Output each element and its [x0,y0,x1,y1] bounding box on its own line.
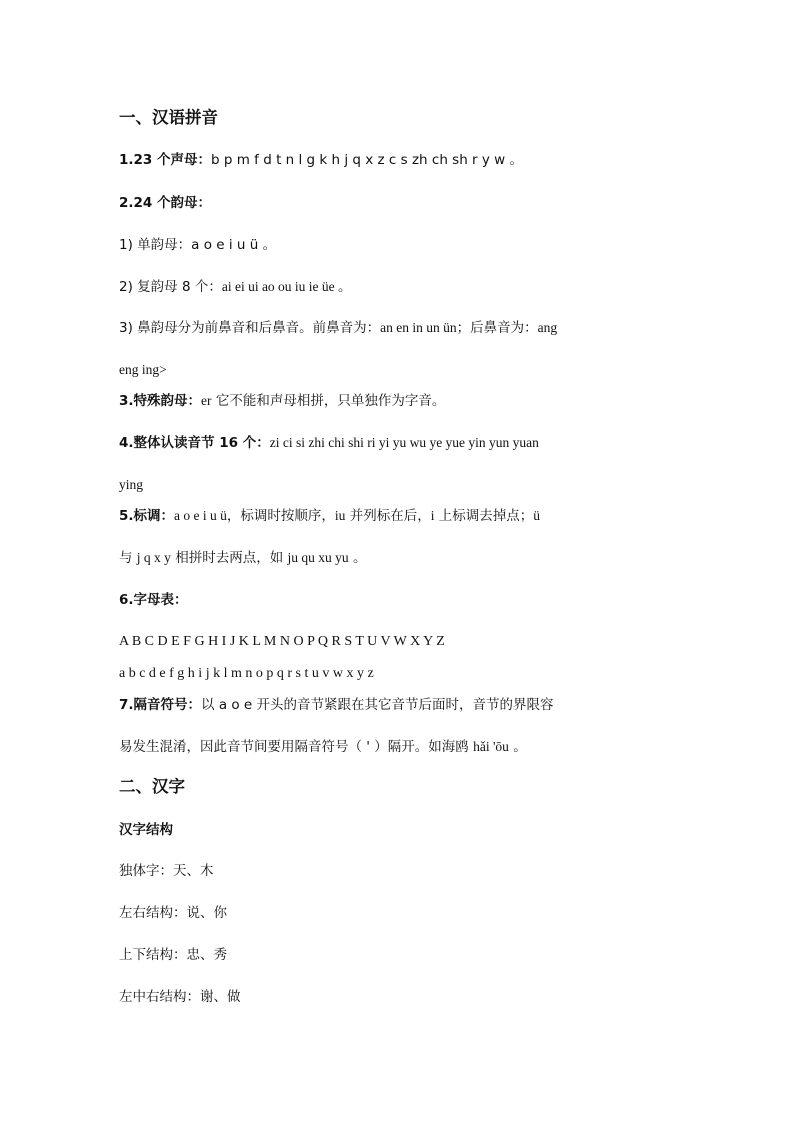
item-special-final-er: er [201,393,212,408]
tone-line2-examples: ju qu xu yu [287,550,349,565]
tone-vowels: a o e i u ü [174,508,227,523]
item-finals-label: 2.24 个韵母： [119,195,212,211]
item-special-final-label: 3.特殊韵母： [119,393,202,409]
tone-text-f: 上标调去掉点； [434,508,534,524]
structure-row: 左右结构：说、你 [119,905,227,921]
sub-nasal-finals-cont: eng ing> [119,362,167,377]
sub-simple-finals [119,236,276,254]
subheading-hanzi-structure: 汉字结构 [119,822,173,838]
section-heading-pinyin: 一、汉语拼音 [119,108,218,127]
item-initials-label: 1.23 个声母： [119,152,212,168]
tone-line2-e: 。 [348,550,367,566]
sub-nasal-finals [119,319,557,337]
item-apostrophe-label: 7.隔音符号： [119,697,202,713]
tone-line2-a: 与 [119,550,137,566]
item-tone-marks-label: 5.标调： [119,508,175,524]
item-special-final-text: 它不能和声母相拼，只单独作为字音。 [211,393,446,409]
apostrophe-line2-a: 易发生混淆，因此音节间要用隔音符号（ ' ）隔开。如海鸥 [119,739,474,755]
item-tone-marks [119,507,540,525]
sub-nasal-finals-front: an en in un ün [380,320,457,335]
item-special-final [119,392,445,410]
tone-line2-c: 相拼时去两点，如 [170,550,288,566]
item-whole-syllables [119,434,539,452]
tone-i: i [430,508,435,523]
tone-text-b: ，标调时按顺序， [226,508,335,524]
sub-compound-finals [119,278,352,296]
sub-simple-finals-text: a o e i u ü 。 [191,237,277,253]
alphabet-uppercase: A B C D E F G H I J K L M N O P Q R S T U V W X Y Z [119,634,445,649]
item-apostrophe-text: 以 a o e 开头的音节紧跟在其它音节后面时，音节的界限容 [201,697,554,713]
item-initials-text: b p m f d t n l g k h j q x z c s zh ch sh r y w 。 [211,152,524,168]
item-alphabet-label: 6.字母表： [119,592,188,608]
item-initials [119,151,523,169]
item-tone-marks-cont [119,549,366,567]
item-whole-syllables-label: 4.整体认读音节 16 个： [119,435,270,451]
sub-compound-finals-text: ai ei ui ao ou iu ie üe 。 [221,279,352,294]
structure-row: 上下结构：忠、秀 [119,947,227,963]
tone-iu: iu [334,508,346,523]
apostrophe-example: hǎi 'ōu [473,739,509,754]
tone-text-d: 并列标在后， [345,508,431,524]
sub-nasal-finals-back: ang [537,320,558,335]
sub-nasal-finals-a: 3) 鼻韵母分为前鼻音和后鼻音。前鼻音为： [119,320,381,336]
sub-nasal-finals-c: ；后鼻音为： [456,320,538,336]
tone-line2-jqxy: j q x y [136,550,171,565]
item-whole-syllables-cont: ying [119,477,144,492]
item-apostrophe-cont [119,738,527,756]
apostrophe-line2-c: 。 [508,739,527,755]
structure-row: 左中右结构：谢、做 [119,989,241,1005]
section-heading-hanzi: 二、汉字 [119,777,185,796]
sub-simple-finals-prefix: 1) 单韵母： [119,237,192,253]
tone-u-umlaut: ü [533,508,541,523]
alphabet-lowercase: a b c d e f g h i j k l m n o p q r s t u v w x y z [119,666,374,681]
item-whole-syllables-text: zi ci si zhi chi shi ri yi yu wu ye yue yin yun yuan [269,435,539,450]
sub-compound-finals-prefix: 2) 复韵母 8 个： [119,279,222,295]
structure-row: 独体字：天、木 [119,863,214,879]
item-apostrophe [119,696,554,714]
